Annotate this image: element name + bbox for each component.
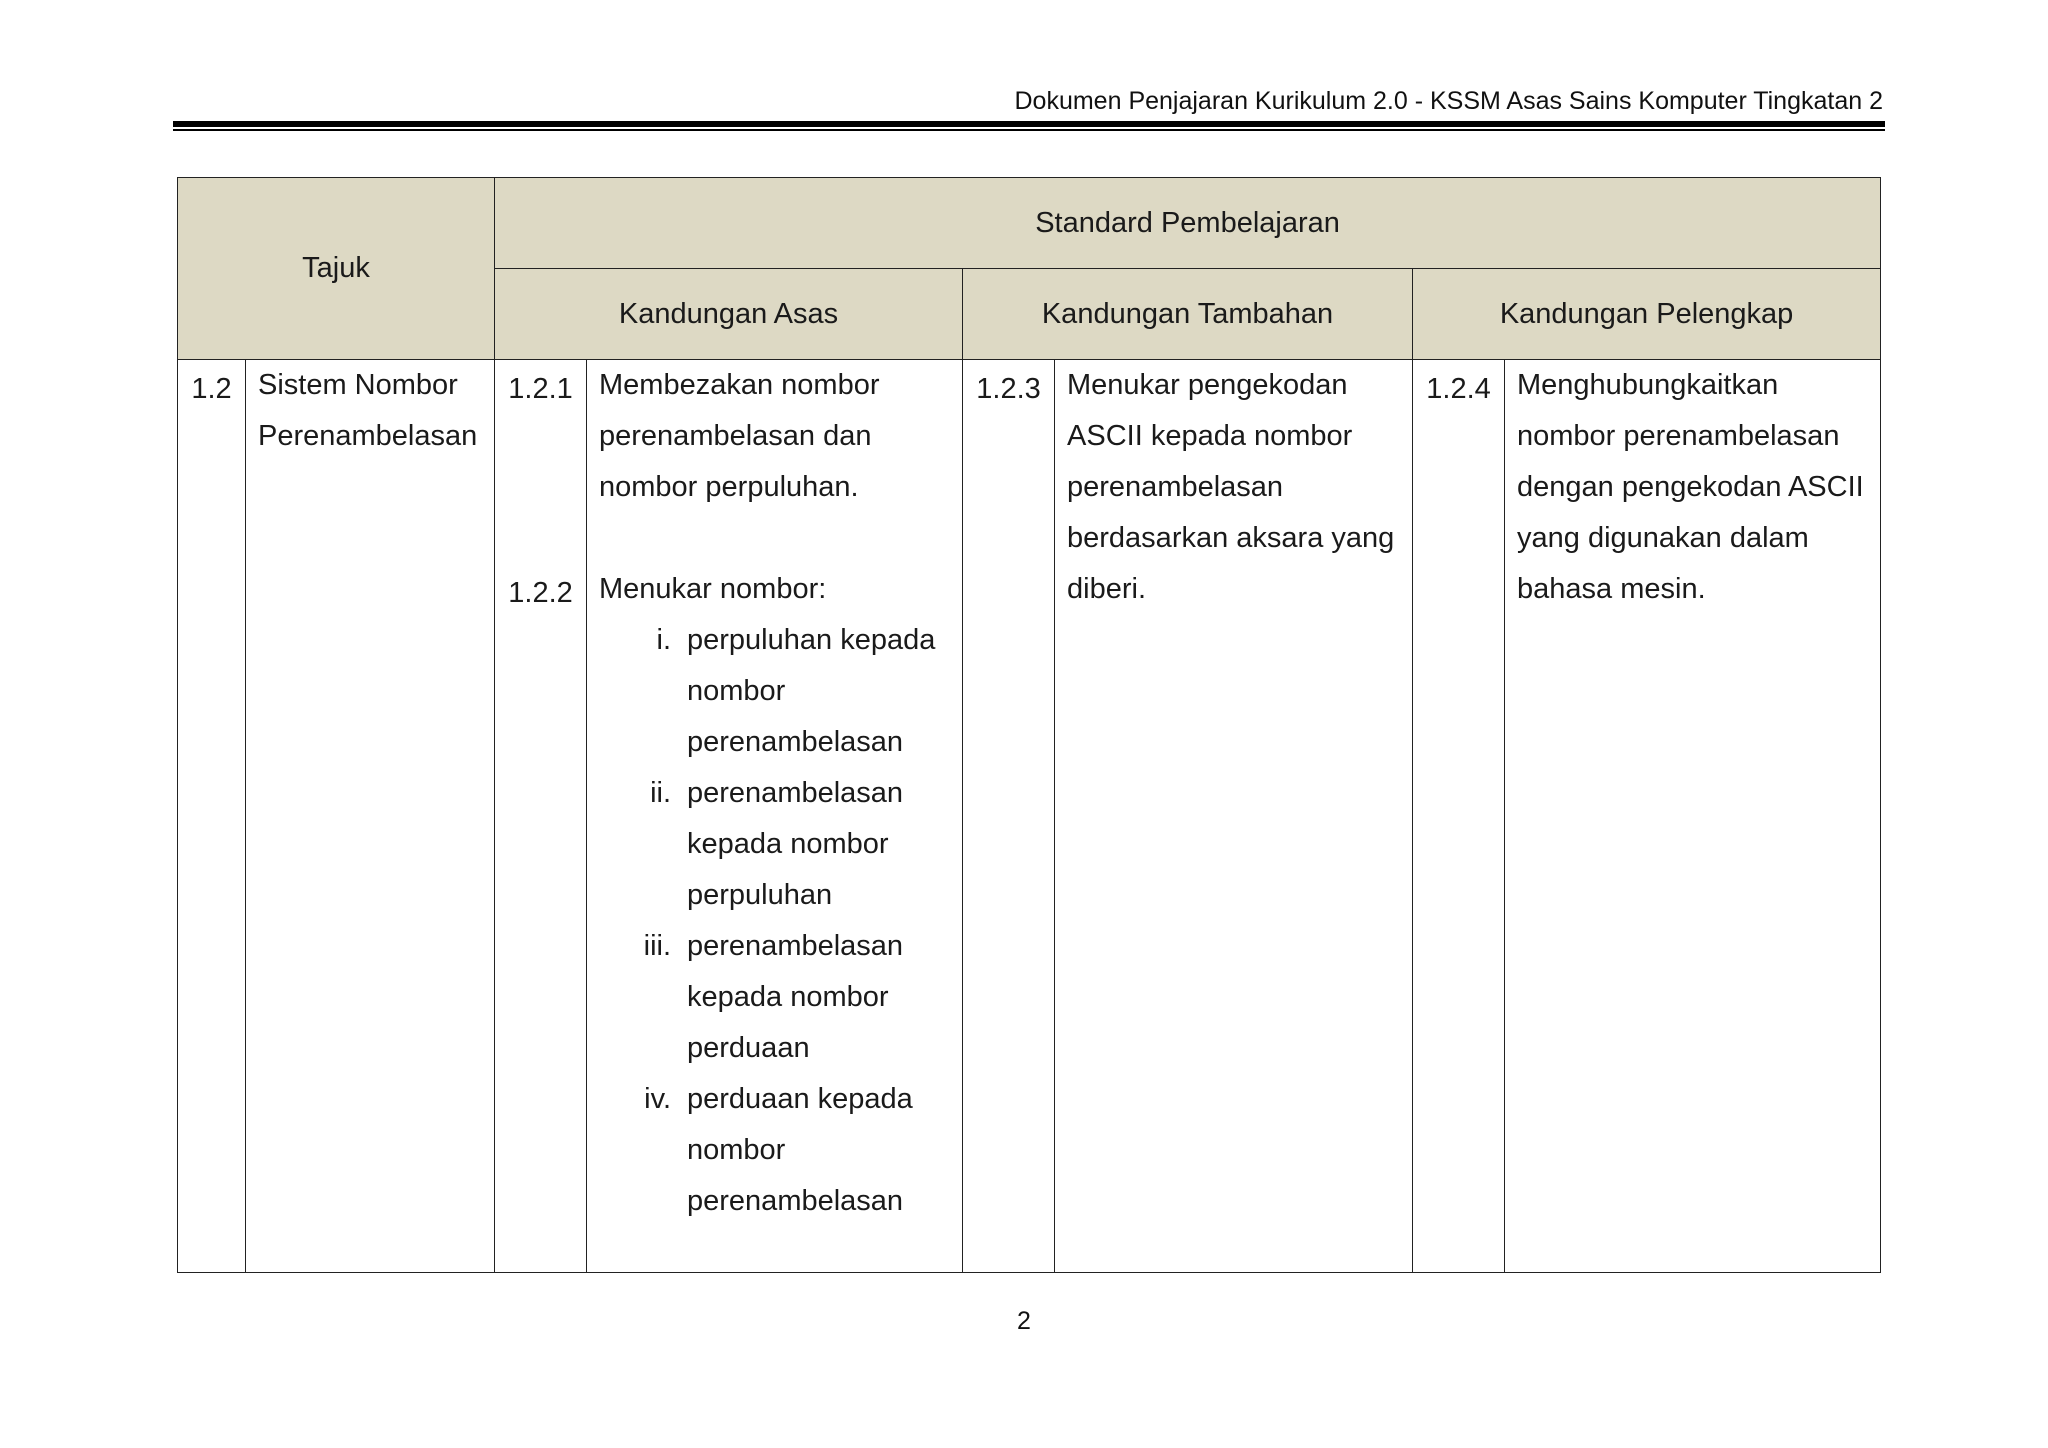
asas-content-cell	[587, 360, 963, 1273]
pelengkap-content-cell	[1505, 360, 1881, 1273]
list-item	[599, 921, 952, 1074]
topic-number-cell	[178, 360, 246, 1273]
paragraph-gap	[599, 513, 952, 564]
list-marker: i.	[656, 624, 672, 656]
header-rule-thin	[173, 129, 1885, 131]
topic-number: 1.2	[191, 373, 232, 405]
tambahan-text-line: Menukar pengekodan	[1067, 369, 1348, 401]
list-marker: ii.	[650, 777, 672, 809]
header-tajuk: Tajuk	[178, 178, 495, 360]
header-kandungan-tambahan: Kandungan Tambahan	[963, 269, 1413, 360]
pelengkap-code-cell	[1413, 360, 1505, 1273]
asas-text-line: perenambelasan dan	[599, 420, 872, 452]
list-item-line: perenambelasan	[687, 777, 904, 809]
list-item-line: nombor	[687, 675, 786, 707]
list-item-line: perenambelasan	[687, 726, 904, 758]
list-item-line: perduaan	[687, 1032, 810, 1064]
header-kandungan-asas: Kandungan Asas	[495, 269, 963, 360]
standard-code: 1.2.1	[508, 373, 573, 405]
asas-text-line: Menukar nombor:	[599, 573, 827, 605]
list-item-line: kepada nombor	[687, 828, 889, 860]
list-item-line: perenambelasan	[687, 1185, 904, 1217]
asas-text-line: Membezakan nombor	[599, 369, 880, 401]
list-item-line: kepada nombor	[687, 981, 889, 1013]
page-number: 2	[1017, 1307, 1031, 1335]
header-rule-thick	[173, 121, 1885, 127]
list-marker: iii.	[643, 930, 672, 962]
tambahan-code-cell	[963, 360, 1055, 1273]
pelengkap-text-line: Menghubungkaitkan	[1517, 369, 1779, 401]
tambahan-text-line: ASCII kepada nombor	[1067, 420, 1353, 452]
topic-title-line: Perenambelasan	[258, 420, 478, 452]
list-item-line: perenambelasan	[687, 930, 904, 962]
list-item	[599, 1074, 952, 1227]
list-item-line: perduaan kepada	[687, 1083, 913, 1115]
learning-standards-table	[177, 177, 1881, 1273]
topic-title-line: Sistem Nombor	[258, 369, 458, 401]
header-standard-pembelajaran: Standard Pembelajaran	[495, 178, 1881, 269]
running-header: Dokumen Penjajaran Kurikulum 2.0 - KSSM Asas Sains Komputer Tingkatan 2	[1014, 87, 1883, 115]
tambahan-content-cell	[1055, 360, 1413, 1273]
pelengkap-text-line: nombor perenambelasan	[1517, 420, 1840, 452]
pelengkap-text-line: bahasa mesin.	[1517, 573, 1706, 605]
standard-code: 1.2.3	[976, 373, 1041, 405]
asas-code-cell	[495, 360, 587, 1273]
list-marker: iv.	[644, 1083, 672, 1115]
pelengkap-text-line: dengan pengekodan ASCII	[1517, 471, 1864, 503]
asas-text-line: nombor perpuluhan.	[599, 471, 859, 503]
topic-title-cell	[246, 360, 495, 1273]
conversion-list	[599, 615, 952, 1227]
list-item-line: perpuluhan kepada	[687, 624, 936, 656]
standard-code: 1.2.2	[508, 577, 573, 609]
tambahan-text-line: perenambelasan	[1067, 471, 1284, 503]
tambahan-text-line: berdasarkan aksara yang	[1067, 522, 1395, 554]
list-item	[599, 615, 952, 768]
standard-code: 1.2.4	[1426, 373, 1491, 405]
list-item-line: perpuluhan	[687, 879, 833, 911]
list-item-line: nombor	[687, 1134, 786, 1166]
header-kandungan-pelengkap: Kandungan Pelengkap	[1413, 269, 1881, 360]
pelengkap-text-line: yang digunakan dalam	[1517, 522, 1809, 554]
list-item	[599, 768, 952, 921]
tambahan-text-line: diberi.	[1067, 573, 1147, 605]
